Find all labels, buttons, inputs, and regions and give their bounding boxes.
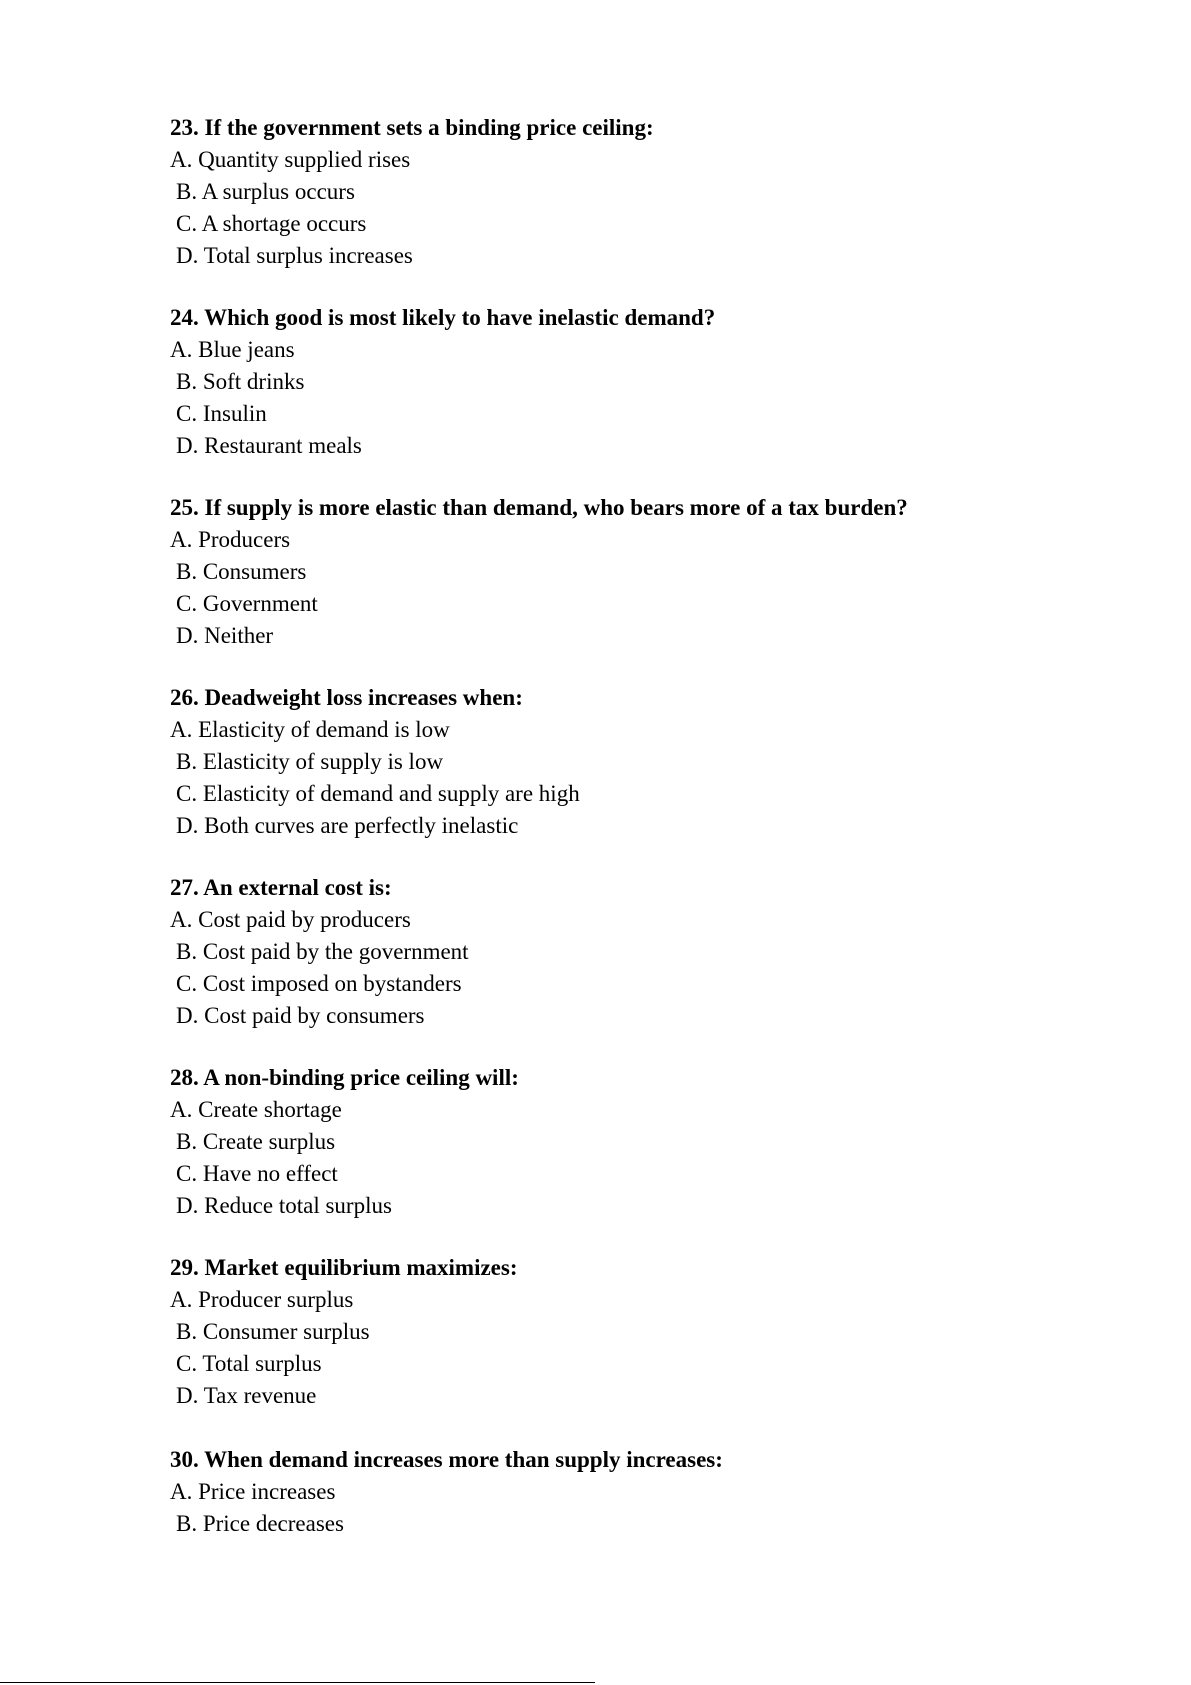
option-d: D. Neither — [176, 623, 274, 648]
question-27 — [170, 872, 1150, 1032]
question-title: 26. Deadweight loss increases when: — [170, 685, 523, 710]
option-a: A. Cost paid by producers — [170, 907, 411, 932]
footer-divider — [0, 1682, 595, 1683]
option-a: A. Create shortage — [170, 1097, 342, 1122]
option-a: A. Elasticity of demand is low — [170, 717, 450, 742]
option-d: D. Tax revenue — [176, 1383, 317, 1408]
question-title: 23. If the government sets a binding price ceiling: — [170, 115, 654, 140]
option-b: B. Price decreases — [176, 1511, 344, 1536]
option-b: B. Elasticity of supply is low — [176, 749, 444, 774]
question-30 — [170, 1444, 1150, 1540]
option-c: C. Have no effect — [176, 1161, 338, 1186]
question-title: 27. An external cost is: — [170, 875, 392, 900]
option-a: A. Producer surplus — [170, 1287, 354, 1312]
question-24 — [170, 302, 1150, 462]
option-b: B. Create surplus — [176, 1129, 336, 1154]
option-d: D. Restaurant meals — [176, 433, 362, 458]
option-b: B. Consumers — [176, 559, 307, 584]
option-a: A. Quantity supplied rises — [170, 147, 411, 172]
question-28 — [170, 1062, 1150, 1222]
option-b: B. A surplus occurs — [176, 179, 355, 204]
option-b: B. Soft drinks — [176, 369, 305, 394]
option-c: C. Insulin — [176, 401, 267, 426]
question-title: 25. If supply is more elastic than demand, who bears more of a tax burden? — [170, 495, 908, 520]
option-d: D. Reduce total surplus — [176, 1193, 392, 1218]
question-title: 24. Which good is most likely to have inelastic demand? — [170, 305, 716, 330]
option-a: A. Blue jeans — [170, 337, 295, 362]
option-c: C. Total surplus — [176, 1351, 322, 1376]
question-25 — [170, 492, 1150, 652]
option-c: C. A shortage occurs — [176, 211, 367, 236]
question-23 — [170, 112, 1150, 272]
option-d: D. Both curves are perfectly inelastic — [176, 813, 519, 838]
option-b: B. Consumer surplus — [176, 1319, 370, 1344]
option-d: D. Cost paid by consumers — [176, 1003, 425, 1028]
question-title: 28. A non-binding price ceiling will: — [170, 1065, 519, 1090]
question-title: 29. Market equilibrium maximizes: — [170, 1255, 518, 1280]
question-title: 30. When demand increases more than supply increases: — [170, 1447, 723, 1472]
question-29 — [170, 1252, 1150, 1412]
option-b: B. Cost paid by the government — [176, 939, 469, 964]
option-a: A. Price increases — [170, 1479, 336, 1504]
option-c: C. Elasticity of demand and supply are high — [176, 781, 580, 806]
option-d: D. Total surplus increases — [176, 243, 413, 268]
option-c: C. Cost imposed on bystanders — [176, 971, 462, 996]
option-a: A. Producers — [170, 527, 291, 552]
question-26 — [170, 682, 1150, 842]
option-c: C. Government — [176, 591, 318, 616]
